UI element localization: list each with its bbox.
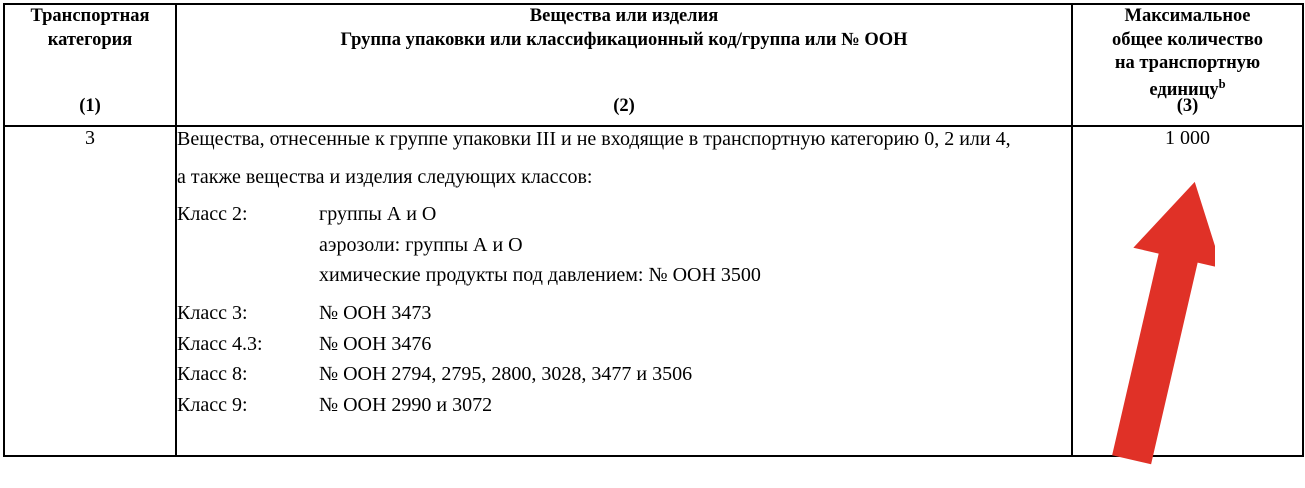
header-column-number-3: (3)	[1176, 96, 1199, 117]
document-page	[0, 3, 1305, 488]
class-label: Класс 9:	[177, 393, 248, 416]
header-line-2: категория	[47, 29, 133, 50]
transport-category-table	[3, 3, 1304, 457]
table-header-row	[4, 4, 1303, 126]
class-value: № ООН 3473	[319, 301, 432, 324]
class-label: Класс 4.3:	[177, 332, 263, 355]
class-entry-8	[177, 362, 1071, 388]
header-column-number-1: (1)	[79, 96, 101, 117]
header-line-4-text: единицу	[1149, 80, 1219, 101]
header-line-3: на транспортную	[1114, 53, 1261, 74]
header-cell-transport-category	[4, 4, 176, 126]
cell-max-quantity-value	[1072, 126, 1303, 456]
class-entry-2-extra-2: химические продукты под давлением: № ООН 3500	[319, 264, 761, 287]
class-value: № ООН 2990 и 3072	[319, 393, 493, 416]
header-line-1: Транспортная	[30, 6, 150, 26]
class-entry-9	[177, 393, 1071, 419]
description-paragraph-1: Вещества, отнесенные к группе упаковки III и не входящие в транспортную категорию 0, 2 или 4,	[177, 128, 1011, 150]
header-line-1: Максимальное	[1124, 6, 1251, 26]
class-entry-3	[177, 301, 1071, 327]
class-entry-2-extra-1: аэрозоли: группы А и О	[319, 233, 523, 256]
class-label: Класс 3:	[177, 301, 248, 324]
class-label: Класс 2:	[177, 203, 248, 226]
header-cell-max-quantity	[1072, 4, 1303, 126]
class-value: № ООН 3476	[319, 332, 432, 355]
class-label: Класс 8:	[177, 363, 248, 386]
header-column-number-2: (2)	[613, 96, 635, 117]
cell-substances-description	[176, 126, 1072, 456]
header-cell-substances	[176, 4, 1072, 126]
header-footnote-marker: b	[1218, 77, 1226, 92]
table-row	[4, 126, 1303, 456]
cell-transport-category-value: 3	[4, 126, 176, 456]
class-value: группы А и О	[319, 203, 437, 226]
class-entry-4-3	[177, 332, 1071, 358]
header-line-2: общее количество	[1112, 29, 1263, 50]
header-line-1: Вещества или изделия	[529, 6, 719, 26]
class-value: № ООН 2794, 2795, 2800, 3028, 3477 и 3506	[319, 363, 693, 386]
max-quantity-text: 1 000	[1165, 127, 1210, 149]
class-entry-2	[177, 202, 1071, 228]
description-paragraph-2: а также вещества и изделия следующих классов:	[177, 165, 593, 188]
header-line-2: Группа упаковки или классификационный код/группа или № ООН	[340, 29, 908, 50]
